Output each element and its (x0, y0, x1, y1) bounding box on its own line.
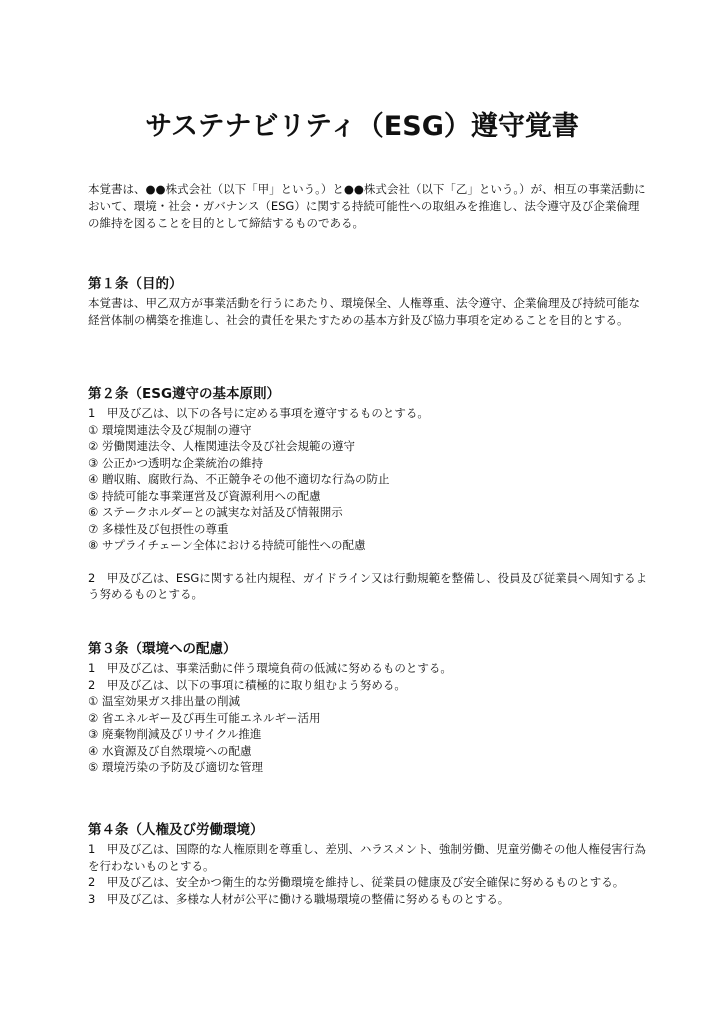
list-item: ⑦ 多様性及び包摂性の尊重 (88, 521, 229, 536)
list-item: ③ 廃棄物削減及びリサイクル推進 (88, 727, 262, 741)
list-item: ① 温室効果ガス排出量の削減 (88, 694, 240, 708)
article-heading: 第３条（環境への配慮） (88, 641, 237, 657)
clause-text: 1 甲及び乙は、国際的な人権原則を尊重し、差別、ハラスメント、強制労働、児童労働その他人権侵害行為を行わないものとする。 (88, 842, 646, 873)
article-heading: 第１条（目的） (88, 276, 183, 292)
article-heading: 第４条（人権及び労働環境） (88, 822, 264, 838)
list-item: ④ 水資源及び自然環境への配慮 (88, 743, 252, 758)
clause-text: 2 甲及び乙は、ESGに関する社内規程、ガイドライン又は行動規範を整備し、役員及び従業員へ周知するよう努めるものとする。 (88, 570, 648, 601)
list-item: ⑧ サプライチェーン全体における持続可能性への配慮 (88, 538, 366, 552)
list-item: ② 労働関連法令、人権関連法令及び社会規範の遵守 (88, 439, 355, 453)
clause-text: 2 甲及び乙は、以下の事項に積極的に取り組むよう努める。 (88, 677, 406, 692)
list-item: ③ 公正かつ透明な企業統治の維持 (88, 455, 263, 470)
list-item: ⑥ ステークホルダーとの誠実な対話及び情報開示 (88, 505, 343, 519)
clause-text: 3 甲及び乙は、多様な人材が公平に働ける職場環境の整備に努めるものとする。 (88, 891, 510, 906)
preamble-paragraph: 本覚書は、●●株式会社（以下「甲」という。）と●●株式会社（以下「乙」という。）が、相互の事業活動において、環境・社会・ガバナンス（ESG）に関する持続可能性への取組みを推進し、法令遵守及び企業倫理の維持を図ることを目的として締結するものである。 (88, 182, 646, 230)
list-item: ② 省エネルギー及び再生可能エネルギー活用 (88, 710, 321, 725)
list-item: ⑤ 環境汚染の予防及び適切な管理 (88, 760, 263, 774)
list-item: ⑤ 持続可能な事業運営及び資源利用への配慮 (88, 488, 321, 503)
article-heading: 第２条（ESG遵守の基本原則） (88, 386, 281, 402)
article-3 (88, 641, 648, 776)
article-1 (88, 276, 648, 328)
article-2 (88, 386, 648, 603)
clause-text: 1 甲及び乙は、以下の各号に定める事項を遵守するものとする。 (88, 406, 429, 420)
list-item: ① 環境関連法令及び規制の遵守 (88, 422, 252, 437)
spacer (88, 554, 648, 570)
list-item: ④ 贈収賄、腐敗行為、不正競争その他不適切な行為の防止 (88, 472, 390, 486)
clause-text: 1 甲及び乙は、事業活動に伴う環境負荷の低減に努めるものとする。 (88, 661, 452, 675)
document-title: サステナビリティ（ESG）遵守覚書 (145, 111, 579, 142)
clause-text: 2 甲及び乙は、安全かつ衛生的な労働環境を維持し、従業員の健康及び安全確保に努めるものとする。 (88, 875, 625, 889)
article-4 (88, 822, 648, 907)
article-text: 本覚書は、甲乙双方が事業活動を行うにあたり、環境保全、人権尊重、法令遵守、企業倫理及び持続可能な経営体制の構築を推進し、社会的責任を果たすための基本方針及び協力事項を定めることを目的とする。 (88, 296, 640, 327)
